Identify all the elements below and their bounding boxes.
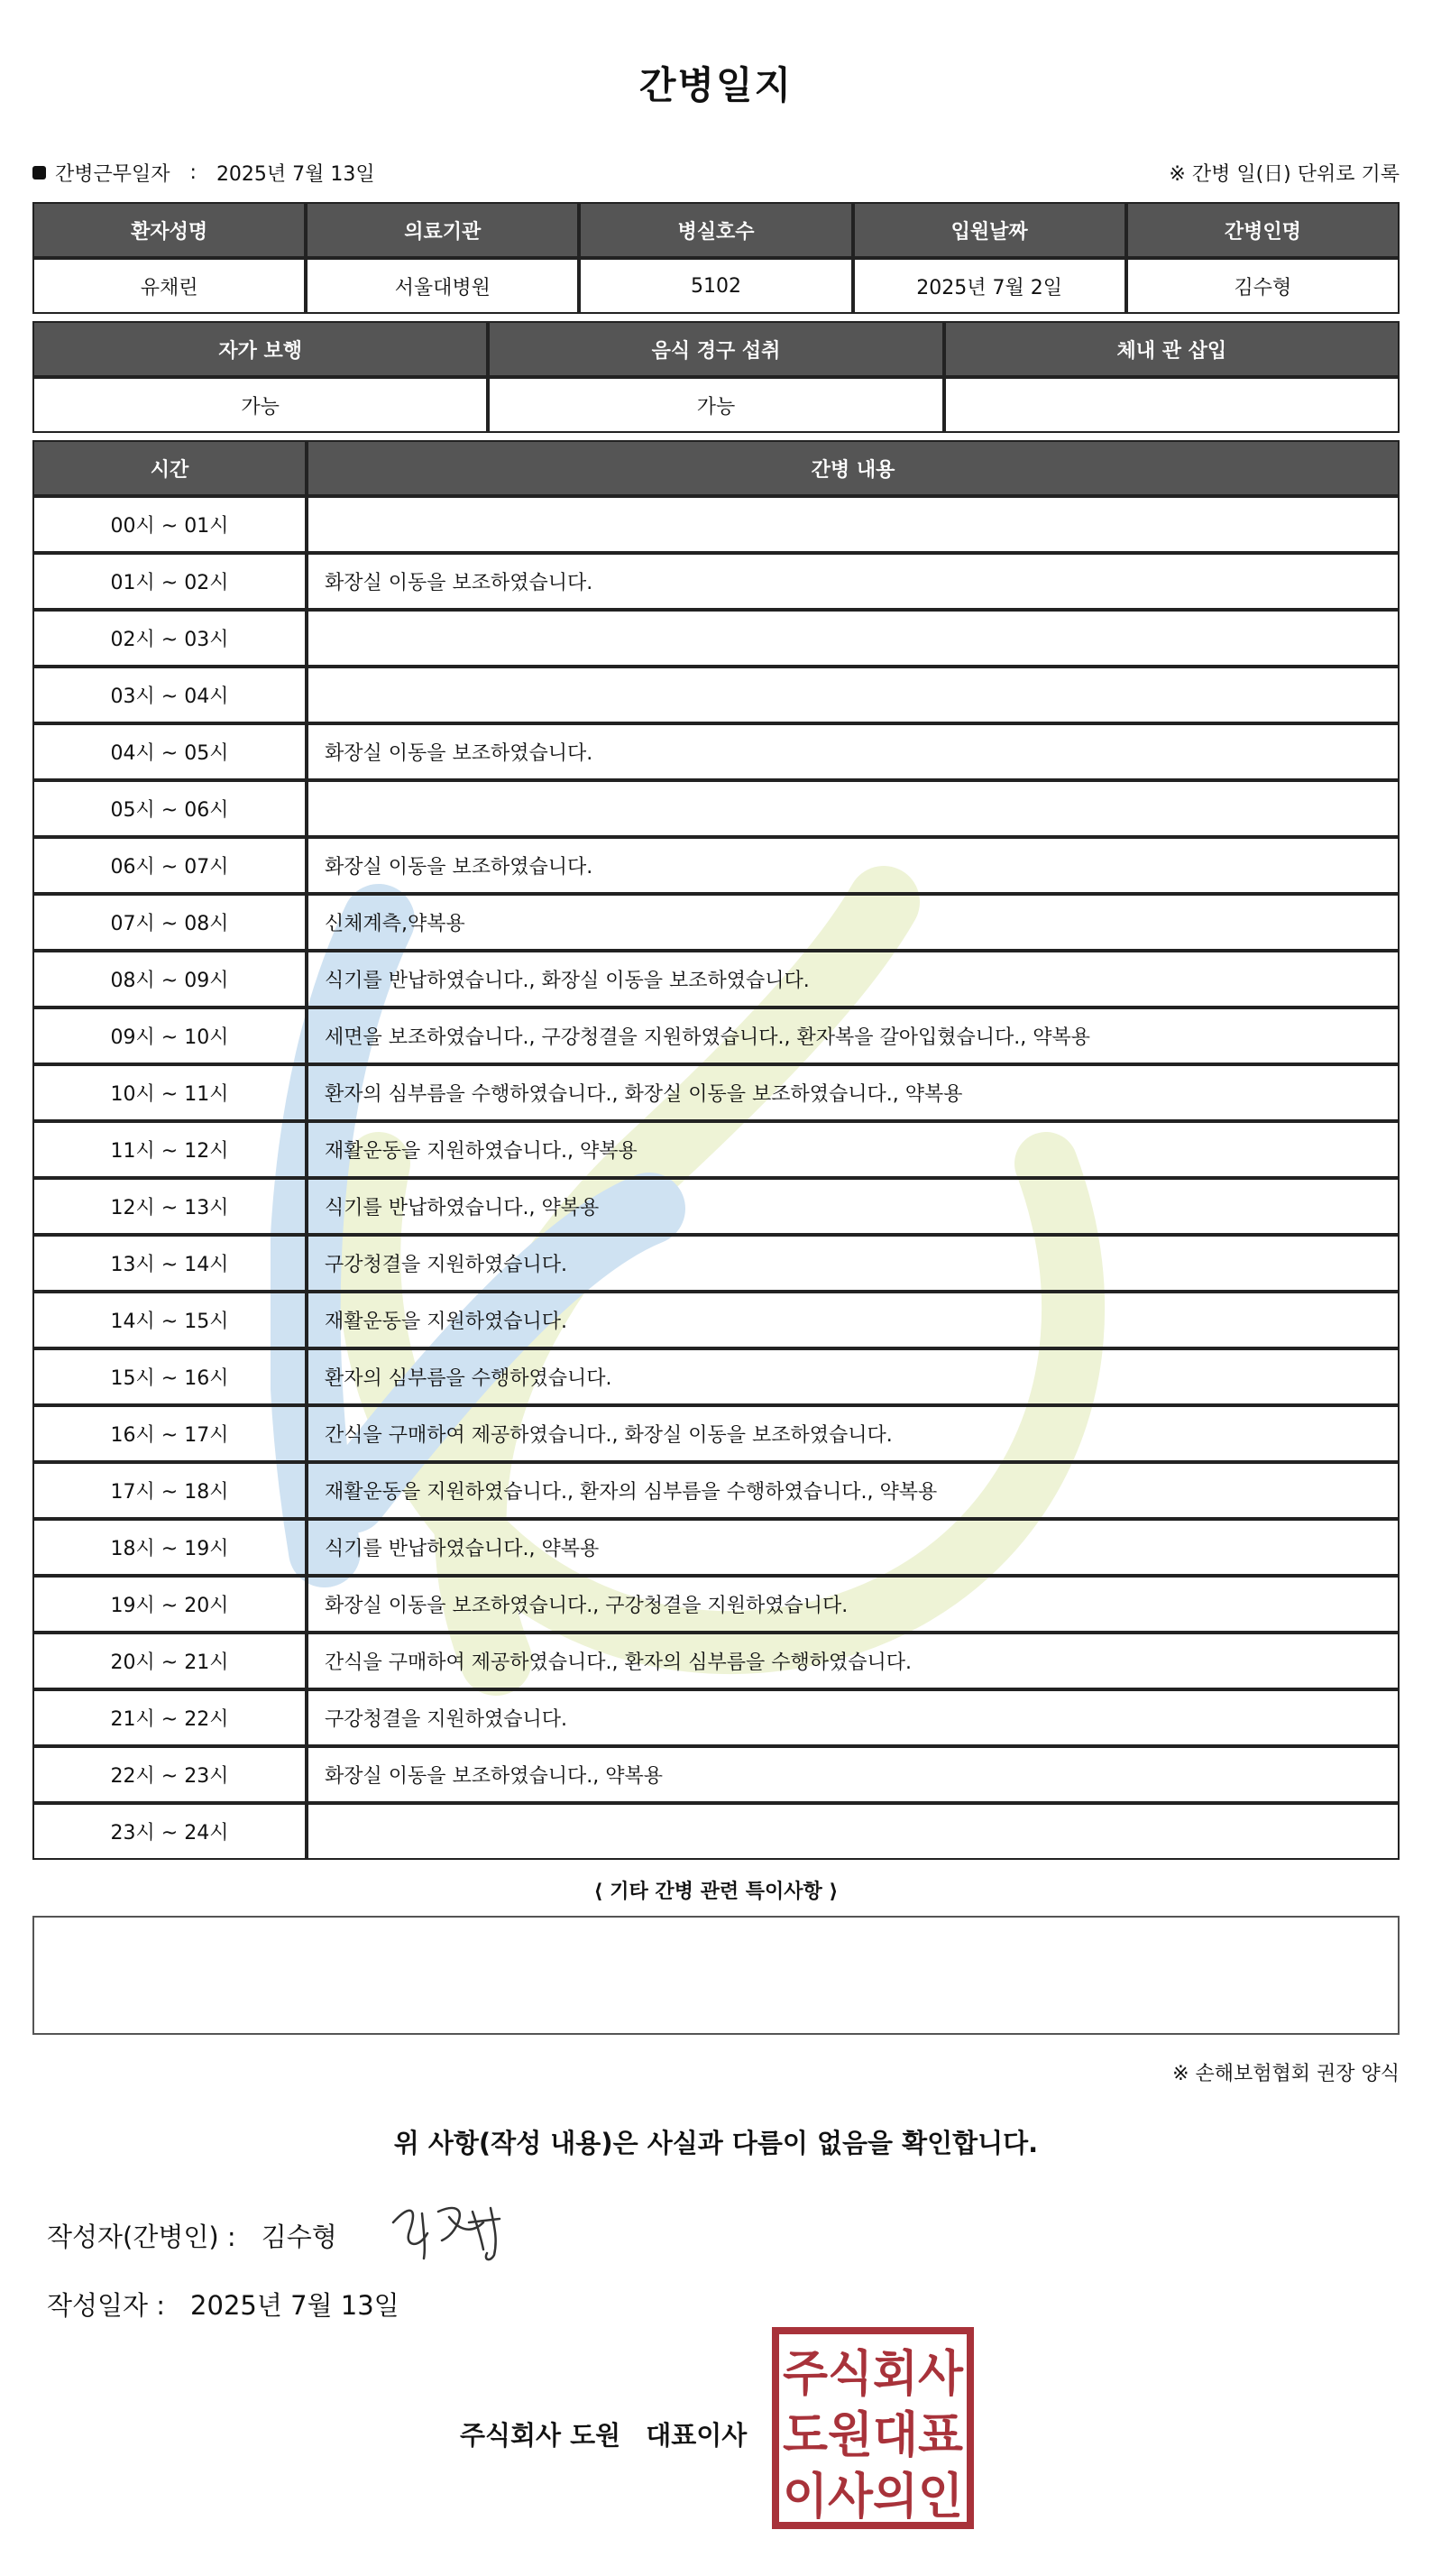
time-cell: 23시 ~ 24시	[32, 1803, 307, 1860]
care-content-cell: 재활운동을 지원하였습니다., 약복용	[307, 1121, 1400, 1178]
time-cell: 08시 ~ 09시	[32, 951, 307, 1007]
signature	[382, 2186, 536, 2268]
time-cell: 05시 ~ 06시	[32, 780, 307, 837]
care-content-cell: 화장실 이동을 보조하였습니다.	[307, 723, 1400, 780]
table-row	[32, 1064, 1400, 1121]
care-content-cell: 환자의 심부름을 수행하였습니다., 화장실 이동을 보조하였습니다., 약복용	[307, 1064, 1400, 1121]
work-date	[32, 159, 375, 187]
table-row	[32, 1348, 1400, 1405]
time-cell: 00시 ~ 01시	[32, 496, 307, 553]
table-row	[32, 1803, 1400, 1860]
association-note: ※ 손해보험협회 권장 양식	[1172, 2063, 1400, 2085]
table-row	[32, 496, 1400, 553]
care-content-cell: 화장실 이동을 보조하였습니다., 구강청결을 지원하였습니다.	[307, 1576, 1400, 1633]
table-row	[32, 1633, 1400, 1689]
care-content-cell: 환자의 심부름을 수행하였습니다.	[307, 1348, 1400, 1405]
caregiver-name: 김수형	[1126, 258, 1400, 314]
table-row	[32, 1462, 1400, 1519]
time-cell: 18시 ~ 19시	[32, 1519, 307, 1576]
company-rep: 대표이사	[646, 2420, 748, 2451]
table-row	[32, 553, 1400, 610]
header-care-content: 간병 내용	[307, 440, 1400, 496]
care-content-cell: 식기를 반납하였습니다., 약복용	[307, 1519, 1400, 1576]
room-number: 5102	[579, 258, 852, 314]
time-cell: 11시 ~ 12시	[32, 1121, 307, 1178]
table-row	[32, 1746, 1400, 1803]
admission-date: 2025년 7월 2일	[853, 258, 1126, 314]
header-caregiver: 간병인명	[1126, 202, 1400, 258]
seal-line-3: 이사의인	[783, 2468, 963, 2525]
seal-line-2: 도원대표	[783, 2406, 963, 2463]
header-oral-intake: 음식 경구 섭취	[488, 321, 943, 377]
time-cell: 06시 ~ 07시	[32, 837, 307, 894]
table-row	[32, 1689, 1400, 1746]
table-row	[32, 1292, 1400, 1348]
time-cell: 03시 ~ 04시	[32, 667, 307, 723]
header-walking: 자가 보행	[32, 321, 488, 377]
table-row	[32, 837, 1400, 894]
table-row	[32, 667, 1400, 723]
table-row	[32, 1235, 1400, 1292]
header-admission-date: 입원날짜	[853, 202, 1126, 258]
remarks-box	[32, 1916, 1400, 2035]
care-content-cell: 간식을 구매하여 제공하였습니다., 화장실 이동을 보조하였습니다.	[307, 1405, 1400, 1462]
work-date-label: 간병근무일자	[55, 163, 170, 186]
care-content-cell: 식기를 반납하였습니다., 약복용	[307, 1178, 1400, 1235]
header-hospital: 의료기관	[306, 202, 579, 258]
time-cell: 07시 ~ 08시	[32, 894, 307, 951]
header-tube: 체내 관 삽입	[944, 321, 1400, 377]
time-cell: 20시 ~ 21시	[32, 1633, 307, 1689]
table-row	[32, 1178, 1400, 1235]
tube-status	[944, 377, 1400, 433]
time-cell: 22시 ~ 23시	[32, 1746, 307, 1803]
care-content-cell: 구강청결을 지원하였습니다.	[307, 1689, 1400, 1746]
care-content-cell: 재활운동을 지원하였습니다.	[307, 1292, 1400, 1348]
time-cell: 16시 ~ 17시	[32, 1405, 307, 1462]
table-row	[32, 610, 1400, 667]
care-log-table	[32, 440, 1400, 1860]
time-cell: 04시 ~ 05시	[32, 723, 307, 780]
remarks-title: ⟨ 기타 간병 관련 특이사항 ⟩	[593, 1881, 839, 1903]
table-row	[32, 894, 1400, 951]
time-cell: 15시 ~ 16시	[32, 1348, 307, 1405]
confirmation-statement: 위 사항(작성 내용)은 사실과 다름이 없음을 확인합니다.	[393, 2128, 1039, 2158]
time-cell: 14시 ~ 15시	[32, 1292, 307, 1348]
care-content-cell	[307, 496, 1400, 553]
time-cell: 02시 ~ 03시	[32, 610, 307, 667]
company-seal	[772, 2327, 974, 2529]
care-content-cell: 화장실 이동을 보조하였습니다.	[307, 837, 1400, 894]
time-cell: 10시 ~ 11시	[32, 1064, 307, 1121]
care-content-cell: 간식을 구매하여 제공하였습니다., 환자의 심부름을 수행하였습니다.	[307, 1633, 1400, 1689]
time-cell: 12시 ~ 13시	[32, 1178, 307, 1235]
page-title: 간병일지	[638, 63, 794, 107]
care-content-cell: 재활운동을 지원하였습니다., 환자의 심부름을 수행하였습니다., 약복용	[307, 1462, 1400, 1519]
time-cell: 17시 ~ 18시	[32, 1462, 307, 1519]
time-cell: 01시 ~ 02시	[32, 553, 307, 610]
table-row	[32, 1519, 1400, 1576]
work-date-value: 2025년 7월 13일	[216, 163, 375, 186]
care-content-cell	[307, 1803, 1400, 1860]
written-label: 작성일자 :	[47, 2290, 166, 2321]
care-content-cell	[307, 667, 1400, 723]
square-bullet-icon	[32, 166, 46, 179]
care-content-cell: 구강청결을 지원하였습니다.	[307, 1235, 1400, 1292]
table-row	[32, 780, 1400, 837]
author-label: 작성자(간병인) :	[47, 2222, 236, 2252]
hospital: 서울대병원	[306, 258, 579, 314]
oral-intake-status: 가능	[488, 377, 943, 433]
author-value: 김수형	[261, 2222, 337, 2252]
table-row	[32, 951, 1400, 1007]
time-cell: 21시 ~ 22시	[32, 1689, 307, 1746]
care-content-cell: 화장실 이동을 보조하였습니다., 약복용	[307, 1746, 1400, 1803]
table-row	[32, 1121, 1400, 1178]
header-room: 병실호수	[579, 202, 852, 258]
unit-note: ※ 간병 일(日) 단위로 기록	[1169, 163, 1400, 186]
care-content-cell: 화장실 이동을 보조하였습니다.	[307, 553, 1400, 610]
care-content-cell: 식기를 반납하였습니다., 화장실 이동을 보조하였습니다.	[307, 951, 1400, 1007]
care-content-cell	[307, 610, 1400, 667]
time-cell: 09시 ~ 10시	[32, 1007, 307, 1064]
table-row	[32, 1007, 1400, 1064]
company-name: 주식회사 도원	[460, 2420, 621, 2451]
walking-status: 가능	[32, 377, 488, 433]
header-patient-name: 환자성명	[32, 202, 306, 258]
seal-line-1: 주식회사	[783, 2345, 964, 2402]
written-date-line	[47, 2286, 399, 2323]
time-cell: 13시 ~ 14시	[32, 1235, 307, 1292]
patient-info-table	[32, 202, 1400, 314]
table-row	[32, 723, 1400, 780]
patient-name: 유채린	[32, 258, 306, 314]
time-cell: 19시 ~ 20시	[32, 1576, 307, 1633]
care-content-cell	[307, 780, 1400, 837]
table-row	[32, 1576, 1400, 1633]
care-content-cell: 신체계측,약복용	[307, 894, 1400, 951]
written-value: 2025년 7월 13일	[190, 2290, 399, 2321]
author-line	[47, 2217, 337, 2254]
header-time: 시간	[32, 440, 307, 496]
company-line	[460, 2415, 747, 2452]
table-row	[32, 1405, 1400, 1462]
patient-status-table	[32, 321, 1400, 433]
work-date-colon: :	[189, 161, 197, 184]
care-content-cell: 세면을 보조하였습니다., 구강청결을 지원하였습니다., 환자복을 갈아입혔습니다., 약복용	[307, 1007, 1400, 1064]
